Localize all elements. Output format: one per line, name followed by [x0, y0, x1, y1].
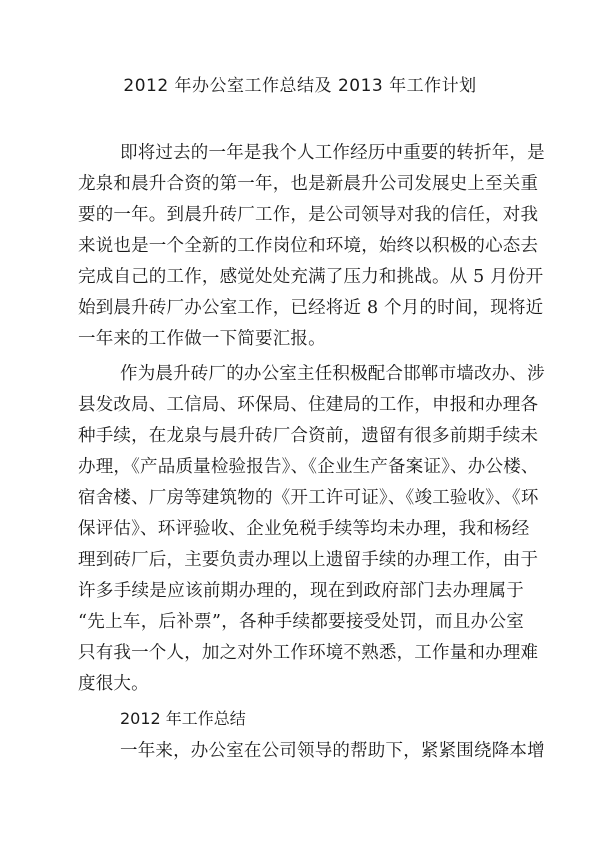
paragraph-1-line-6: 始到晨升砖厂办公室工作，已经将近 8 个月的时间，现将近 [78, 298, 544, 318]
paragraph-1-line-2: 龙泉和晨升合资的第一年，也是新晨升公司发展史上至关重 [78, 174, 539, 194]
paragraph-1-line-3: 要的一年。到晨升砖厂工作，是公司领导对我的信任，对我 [78, 205, 539, 225]
paragraph-3-line-1: 一年来，办公室在公司领导的帮助下，紧紧围绕降本增 [120, 741, 545, 761]
section-heading: 2012 年工作总结 [120, 709, 246, 728]
paragraph-2-line-3: 种手续，在龙泉与晨升砖厂合资前，遗留有很多前期手续未 [78, 426, 539, 446]
paragraph-1-line-7: 一年来的工作做一下简要汇报。 [78, 329, 326, 349]
paragraph-1-line-4: 来说也是一个全新的工作岗位和环境，始终以积极的心态去 [78, 236, 539, 256]
paragraph-2-line-8: 许多手续是应该前期办理的，现在到政府部门去办理属于 [78, 581, 524, 601]
paragraph-2-line-9: “先上车，后补票”，各种手续都要接受处罚，而且办公室 [78, 612, 524, 632]
paragraph-2-line-11: 度很大。 [78, 674, 149, 694]
paragraph-2-line-6: 保评估》、环评验收、企业免税手续等均未办理，我和杨经 [78, 519, 530, 539]
document-title: 2012 年办公室工作总结及 2013 年工作计划 [123, 76, 477, 96]
paragraph-2-line-5: 宿舍楼、厂房等建筑物的《开工许可证》、《竣工验收》、《环 [78, 488, 539, 508]
paragraph-2-line-10: 只有我一个人，加之对外工作环境不熟悉，工作量和办理难 [78, 643, 539, 663]
paragraph-1-line-1: 即将过去的一年是我个人工作经历中重要的转折年，是 [120, 143, 545, 163]
paragraph-2-line-1: 作为晨升砖厂的办公室主任积极配合邯郸市墙改办、涉 [120, 364, 545, 384]
paragraph-2-line-4: 办理，《产品质量检验报告》、《企业生产备案证》、办公楼、 [78, 457, 539, 477]
paragraph-1-line-5: 完成自己的工作，感觉处处充满了压力和挑战。从 5 月份开 [78, 267, 544, 287]
paragraph-2-line-2: 县发改局、工信局、环保局、住建局的工作，申报和办理各 [78, 395, 539, 415]
paragraph-2-line-7: 理到砖厂后，主要负责办理以上遗留手续的办理工作，由于 [78, 550, 539, 570]
